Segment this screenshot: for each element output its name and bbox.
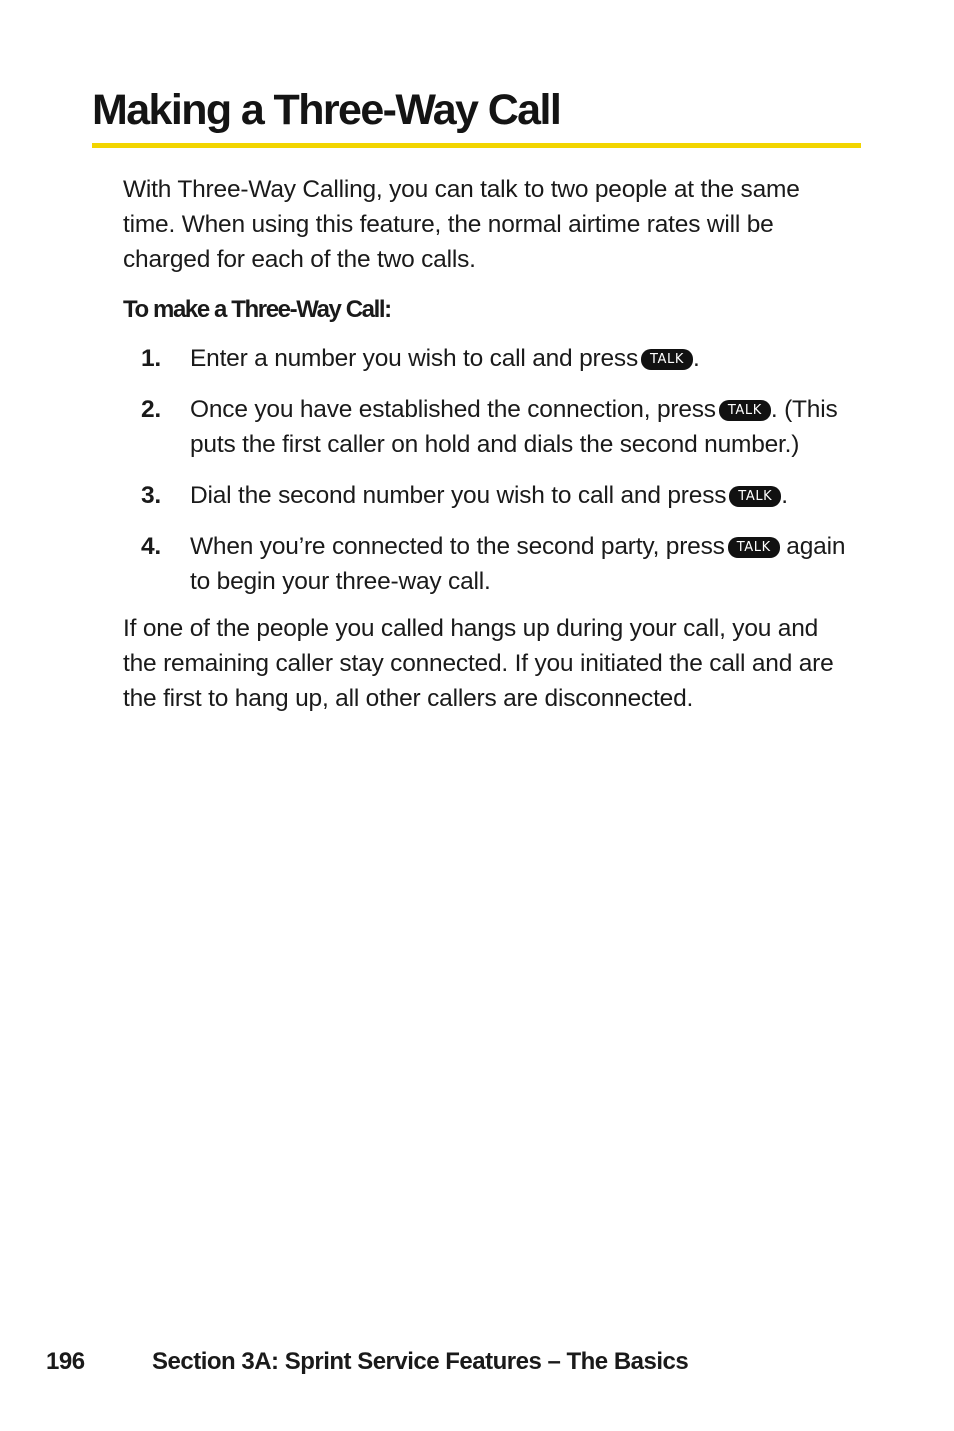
step-number: 2. — [141, 396, 162, 423]
procedure-heading: To make a Three-Way Call: — [123, 296, 391, 323]
main-content — [123, 172, 858, 716]
talk-key-icon: TALK — [729, 486, 781, 507]
step-text: When you’re connected to the second party, press — [190, 533, 725, 560]
step-text-end: . (This puts the first caller on hold and dials the second number.) — [190, 396, 838, 458]
step-item-1 — [123, 341, 858, 376]
page-title: Making a Three-Way Call — [92, 86, 561, 134]
step-text-end: . — [693, 345, 700, 372]
step-item-4 — [123, 529, 858, 599]
step-text-end: again to begin your three-way call. — [190, 533, 846, 595]
section-title: Section 3A: Sprint Service Features – The Basics — [152, 1348, 689, 1375]
step-number: 1. — [141, 345, 162, 372]
step-text: Enter a number you wish to call and press — [190, 345, 639, 372]
page-footer — [46, 1348, 688, 1376]
step-number: 3. — [141, 482, 162, 509]
talk-key-icon: TALK — [641, 349, 693, 370]
closing-paragraph: If one of the people you called hangs up during your call, you and the remaining caller stay connected. If you initiated the call and are the first to hang up, all other callers are disconnected. — [123, 615, 834, 712]
title-underline — [92, 143, 861, 148]
step-text: Once you have established the connection, press — [190, 396, 716, 423]
intro-paragraph: With Three-Way Calling, you can talk to two people at the same time. When using this feature, the normal airtime rates will be charged for each of the two calls. — [123, 176, 800, 273]
talk-key-icon: TALK — [728, 537, 780, 558]
step-item-3 — [123, 478, 858, 513]
page-number: 196 — [46, 1348, 85, 1375]
steps-list — [123, 341, 858, 599]
step-item-2 — [123, 392, 858, 462]
step-text: Dial the second number you wish to call and press — [190, 482, 727, 509]
talk-key-icon: TALK — [719, 400, 771, 421]
step-text-end: . — [781, 482, 788, 509]
step-number: 4. — [141, 533, 162, 560]
